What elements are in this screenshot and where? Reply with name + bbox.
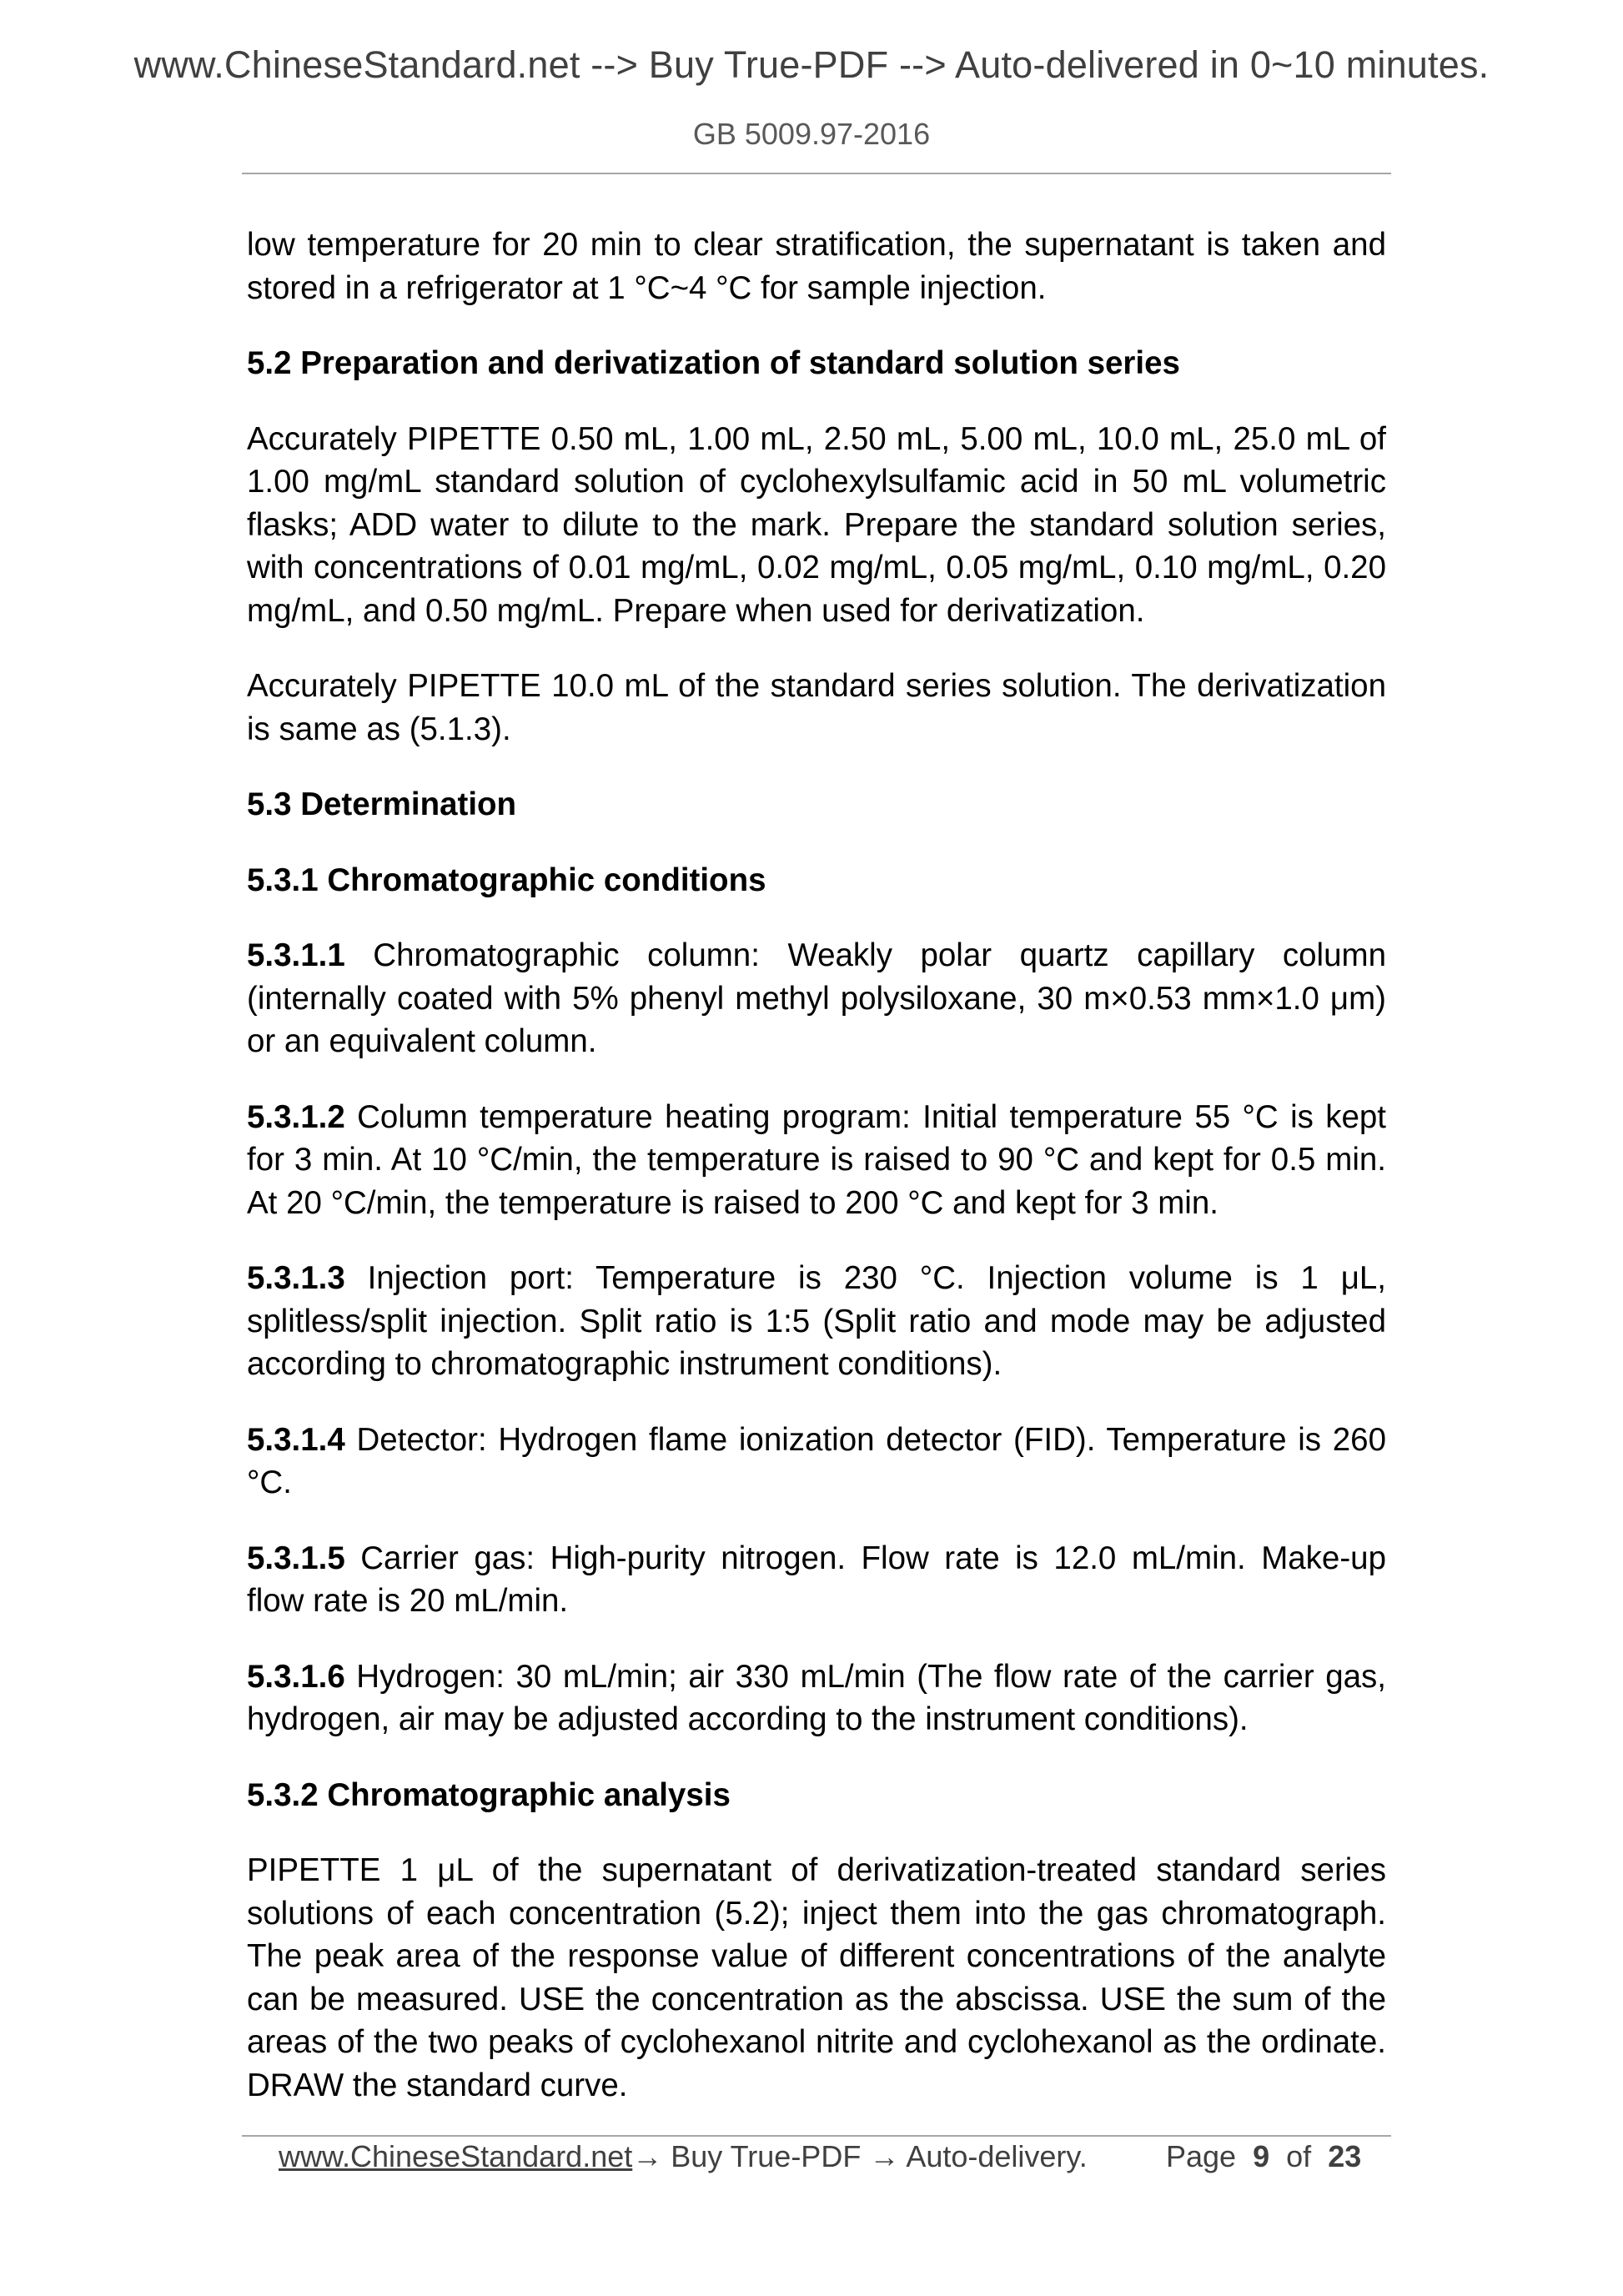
- clause-text: Column temperature heating program: Initial temperature 55 °C is kept for 3 min. At 10 °C/min, the temperature is raised to 90 °C and kept for 0.5 min. At 20 °C/min, the temperature is raised to 200 °C and kept for 3 min.: [247, 1098, 1386, 1221]
- clause-number: 5.3.1.4: [247, 1421, 345, 1458]
- clause-5-3-1-2: [247, 1096, 1386, 1225]
- section-heading-5-3-1: 5.3.1 Chromatographic conditions: [247, 862, 766, 898]
- standard-code: GB 5009.97-2016: [692, 117, 931, 151]
- footer-text: Buy True-PDF: [662, 2139, 870, 2173]
- clause-number: 5.3.1.3: [247, 1260, 345, 1296]
- page-footer: [0, 2139, 1623, 2189]
- section-heading-5-2: 5.2 Preparation and derivatization of standard solution series: [247, 345, 1180, 381]
- top-banner: www.ChineseStandard.net --> Buy True-PDF --> Auto-delivered in 0~10 minutes.: [133, 43, 1490, 86]
- footer-divider: [242, 2135, 1391, 2137]
- page-indicator: [1166, 2139, 1361, 2174]
- clause-number: 5.3.1.2: [247, 1098, 345, 1135]
- clause-5-3-1-4: [247, 1419, 1386, 1505]
- clause-5-3-1-1: [247, 934, 1386, 1063]
- page-total: 23: [1328, 2139, 1362, 2173]
- clause-text: Hydrogen: 30 mL/min; air 330 mL/min (The flow rate of the carrier gas, hydrogen, air may be adjusted according to the instrument conditions).: [247, 1658, 1386, 1737]
- clause-number: 5.3.1.5: [247, 1540, 345, 1576]
- document-body: [247, 224, 1386, 2139]
- paragraph-5-3-2: PIPETTE 1 μL of the supernatant of derivatization-treated standard series solutions of each concentration (5.2); inject them into the gas chromatograph. The peak area of the response value of different concentrations of the analyte can be measured. USE the concentration as the abscissa. USE the sum of the areas of the two peaks of cyclohexanol nitrite and cyclohexanol as the ordinate. DRAW the standard curve.: [247, 1852, 1386, 2103]
- page-number: 9: [1253, 2139, 1270, 2173]
- clause-5-3-1-3: [247, 1257, 1386, 1386]
- footer-text: Auto-delivery.: [899, 2139, 1088, 2173]
- clause-5-3-1-6: [247, 1655, 1386, 1741]
- paragraph-5-2-b: Accurately PIPETTE 10.0 mL of the standard series solution. The derivatization is same as (5.1.3).: [247, 668, 1386, 747]
- section-heading-5-3-2: 5.3.2 Chromatographic analysis: [247, 1776, 731, 1813]
- clause-text: Detector: Hydrogen flame ionization detector (FID). Temperature is 260 °C.: [247, 1421, 1386, 1500]
- clause-number: 5.3.1.1: [247, 937, 345, 973]
- page-label: Page: [1166, 2139, 1237, 2173]
- clause-text: Chromatographic column: Weakly polar quartz capillary column (internally coated with 5% phenyl methyl polysiloxane, 30 m×0.53 mm×1.0 μm) or an equivalent column.: [247, 937, 1386, 1059]
- paragraph-5-2-a: Accurately PIPETTE 0.50 mL, 1.00 mL, 2.50 mL, 5.00 mL, 10.0 mL, 25.0 mL of 1.00 mg/mL standard solution of cyclohexylsulfamic acid in 50 mL volumetric flasks; ADD water to dilute to the mark. Prepare the standard solution series, with concentrations of 0.01 mg/mL, 0.02 mg/mL, 0.05 mg/mL, 0.10 mg/mL, 0.20 mg/mL, and 0.50 mg/mL. Prepare when used for derivatization.: [247, 420, 1386, 629]
- of-label: of: [1286, 2139, 1312, 2173]
- header-divider: [242, 173, 1391, 174]
- section-heading-5-3: 5.3 Determination: [247, 786, 517, 822]
- arrow-icon: →: [869, 2139, 900, 2173]
- clause-text: Carrier gas: High-purity nitrogen. Flow rate is 12.0 mL/min. Make-up flow rate is 20 mL/min.: [247, 1540, 1386, 1619]
- paragraph-continued: low temperature for 20 min to clear stratification, the supernatant is taken and stored in a refrigerator at 1 °C~4 °C for sample injection.: [247, 227, 1386, 306]
- clause-number: 5.3.1.6: [247, 1658, 345, 1695]
- clause-5-3-1-5: [247, 1537, 1386, 1623]
- arrow-icon: →: [632, 2139, 663, 2173]
- footer-site-link[interactable]: www.ChineseStandard.net: [279, 2139, 633, 2173]
- footer-promo: [279, 2139, 1088, 2174]
- clause-text: Injection port: Temperature is 230 °C. Injection volume is 1 μL, splitless/split injection. Split ratio is 1:5 (Split ratio and mode may be adjusted according to chromatographic instrument conditions).: [247, 1260, 1386, 1382]
